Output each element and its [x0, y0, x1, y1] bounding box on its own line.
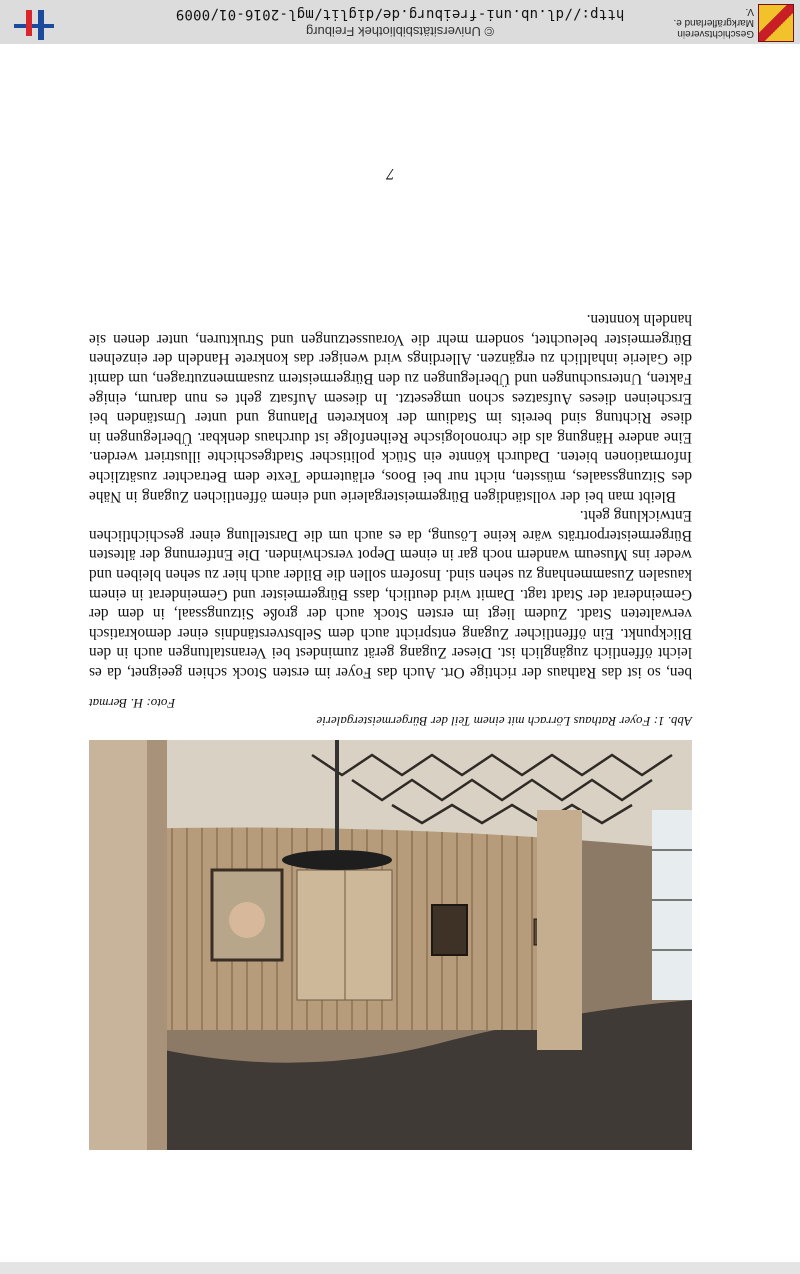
figure-caption — [89, 695, 692, 729]
paragraph-2: Bleibt man bei der vollständigen Bürgermeistergalerie und einem öffentlichen Zugang in Nähe des Sitzungssaales, müssten, nicht nur bei Boos, erläuternde Texte dem Betrachter zusätzliche Informationen bieten. Dadurch könnte ein Stück politischer Stadtgeschichte illustriert werden. Eine andere Hängung als die chronologische Reihenfolge ist durchaus denkbar. Überlegungen in diese Richtung sind bereits im Stadium der konkreten Planung und unter Umständen bei Erscheinen dieses Aufsatzes schon umgesetzt. In diesem Aufsatz geht es nun darum, einige Fakten, Untersuchungen und Überlegungen zu den Bürgermeistern zusammenzutragen, um damit die Galerie inhaltlich zu ergänzen. Allerdings wird weniger das konkrete Handeln der einzelnen Bürgermeister beleuchtet, sondern mehr die Voraussetzungen und Strukturen, unter denen sie handeln konnten. — [89, 311, 692, 505]
page-number: 7 — [386, 165, 395, 182]
foyer-photo — [89, 740, 692, 1150]
society-region: Markgräflerland e. V. — [673, 6, 754, 28]
photo-credit: Foto: H. Bermat — [89, 696, 176, 711]
society-name: Geschichtsverein — [677, 28, 754, 39]
caption-text: Abb. 1: Foyer Rathaus Lörrach mit einem Teil der Bürgermeistergalerie — [316, 714, 692, 729]
paragraph-1: ben, so ist das Rathaus der richtige Ort. Auch das Foyer im ersten Stock schien geeignet, da es leicht öffentlich zugänglich ist. Dieser Zugang gerät zumindest bei Veranstaltungen auch in den Blickpunkt. Ein öffentlicher Zugang entspricht auch dem Selbstverständnis einer demokratisch verwalteten Stadt. Zudem liegt im ersten Stock auch der große Sitzungssaal, in dem der Gemeinderat der Stadt tagt. Damit wird deutlich, dass Bürgermeister und Gemeinderat in einem kausalen Zusammenhang zu sehen sind. Insofern sollen die Bilder auch hier zu sehen bleiben und weder ins Museum wandern noch gar in einem Depot verschwinden. Die Entfernung der ältesten Bürgermeisterporträts wäre keine Lösung, da es auch um die Darstellung einer geschichtlichen Entwicklung geht. — [89, 507, 692, 681]
library-logo-icon — [14, 6, 54, 40]
footer-band — [0, 1262, 800, 1274]
library-copyright: © Universitätsbibliothek Freiburg — [305, 24, 495, 39]
library-header — [0, 0, 800, 44]
body-text — [89, 310, 692, 682]
document-url[interactable]: http://dl.ub.uni-freiburg.de/diglit/mgl-2016-01/0009 — [175, 6, 625, 22]
